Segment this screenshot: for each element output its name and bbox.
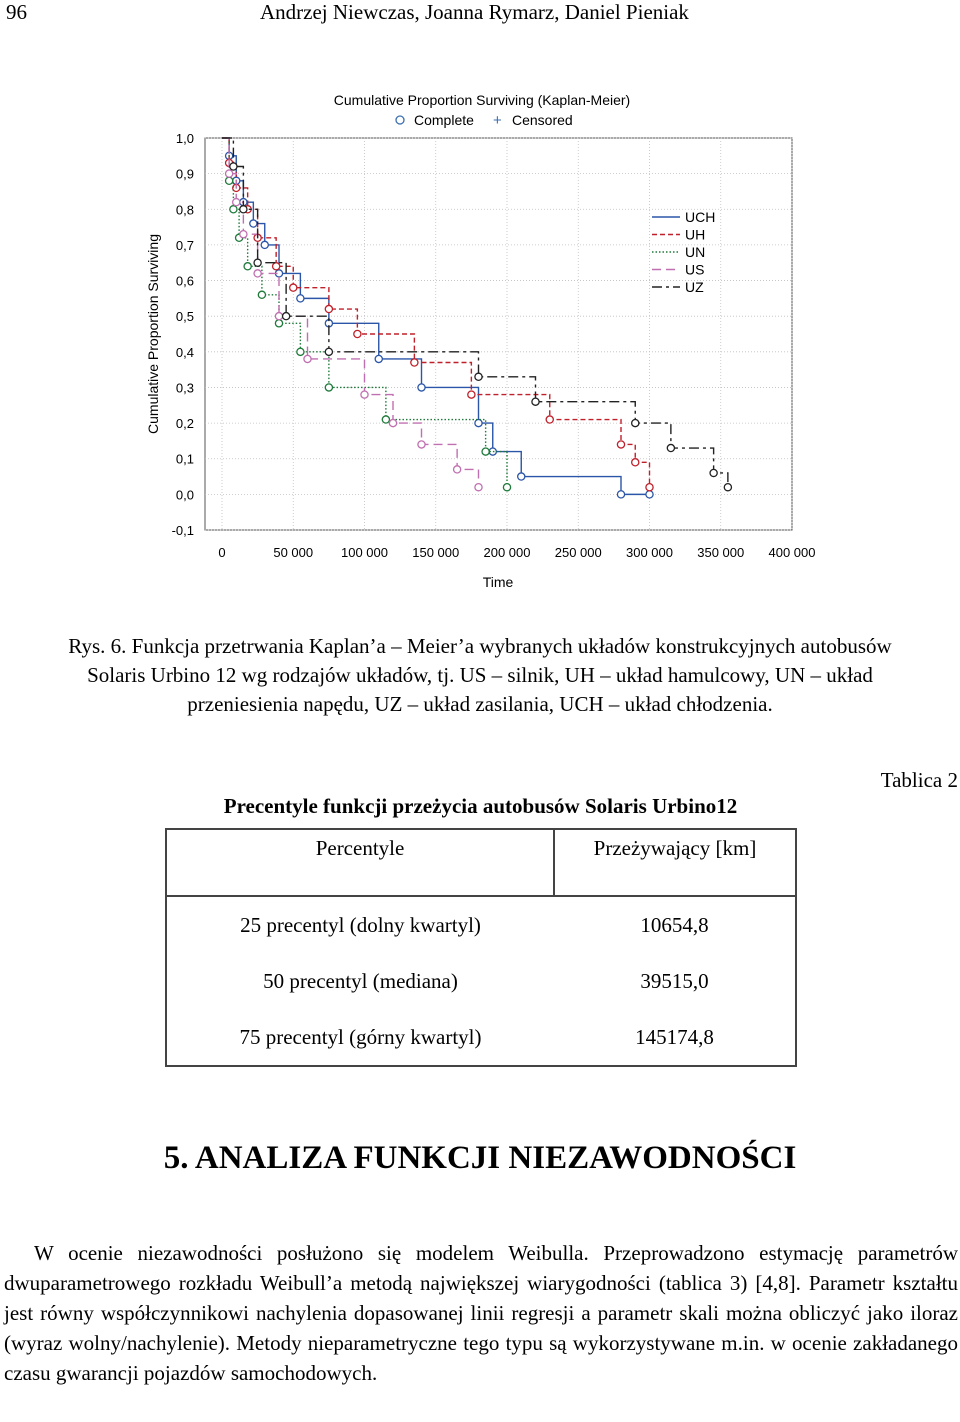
kaplan-meier-chart: [0, 80, 960, 600]
data-point: [411, 359, 418, 366]
data-point: [382, 416, 389, 423]
y-tick-label: 0,2: [175, 416, 194, 432]
data-point: [275, 313, 282, 320]
data-point: [503, 484, 510, 491]
table-cell: 50 precentyl (mediana): [263, 968, 458, 993]
data-point: [261, 241, 268, 248]
table-header-surviving: Przeżywający [km]: [554, 829, 796, 896]
x-tick-label: 250 000: [554, 545, 602, 560]
data-point: [304, 355, 311, 362]
table-label: Tablica 2: [880, 768, 958, 792]
table-header-row: [166, 829, 796, 896]
y-tick-labels: [172, 131, 194, 538]
y-tick-label: 0,8: [175, 202, 194, 218]
table-cell: 75 precentyl (górny kwartyl): [239, 1024, 482, 1049]
marker-legend-censored: Censored: [512, 112, 573, 128]
series-line: [222, 138, 479, 487]
table-cell: 25 precentyl (dolny kwartyl): [240, 912, 481, 937]
data-point: [389, 419, 396, 426]
y-tick-label: 1,0: [175, 131, 194, 146]
data-point: [482, 448, 489, 455]
data-point: [273, 263, 280, 270]
data-point: [254, 270, 261, 277]
section-paragraph: W ocenie niezawodności posłużono się modelem Weibulla. Przeprowadzono estymację parametrów dwuparametrowego rozkładu Weibull’a metodą największej wiarygodności (tablica 3) [4,8]. Parametr kształtu jest równy współczynnikowi nachylenia dopasowanej linii regresji a parametr skali można obliczyć jako iloraz (wyraz wolny/nachylenie). Metody nieparametryczne tego typu są wykorzystywane m.in. w ocenie zakładanego czasu gwarancji pojazdów samochodowych.: [4, 1241, 958, 1385]
section-heading: 5. ANALIZA FUNKCJI NIEZAWODNOŚCI: [163, 1140, 797, 1176]
table-title: Precentyle funkcji przeżycia autobusów Solaris Urbino12: [223, 794, 738, 818]
data-point: [354, 330, 361, 337]
data-point: [632, 459, 639, 466]
data-point: [244, 263, 251, 270]
legend-entry-uh: UH: [685, 226, 706, 243]
grid-lines: [205, 138, 792, 530]
x-tick-label: 200 000: [483, 545, 531, 560]
table-row: [166, 1009, 796, 1066]
data-point: [667, 444, 674, 451]
x-tick-label: 400 000: [768, 545, 816, 560]
data-point: [518, 473, 525, 480]
series-un: [222, 138, 511, 491]
data-point: [475, 484, 482, 491]
data-point: [475, 373, 482, 380]
x-tick-label: 350 000: [697, 545, 745, 560]
caption-line-3: przeniesienia napędu, UZ – układ zasilania, UCH – układ chłodzenia.: [187, 692, 773, 716]
series-line: [222, 138, 728, 487]
legend-entry-uch: UCH: [685, 209, 716, 225]
percentile-table: [165, 828, 797, 1067]
data-point: [646, 491, 653, 498]
data-point: [646, 484, 653, 491]
data-point: [325, 348, 332, 355]
x-tick-label: 150 000: [412, 545, 460, 560]
figure-caption: [0, 632, 960, 719]
data-point: [475, 419, 482, 426]
data-point: [532, 398, 539, 405]
data-point: [632, 419, 639, 426]
data-point: [418, 441, 425, 448]
series-group: [222, 138, 731, 498]
y-tick-label: 0,0: [175, 487, 194, 503]
data-point: [361, 391, 368, 398]
data-point: [230, 163, 237, 170]
data-point: [710, 469, 717, 476]
x-tick-label: 50 000: [273, 545, 314, 560]
y-tick-label: 0,6: [175, 273, 194, 289]
data-point: [250, 220, 257, 227]
y-tick-label: 0,4: [175, 344, 194, 360]
x-axis-label: Time: [482, 574, 514, 590]
data-point: [375, 355, 382, 362]
x-tick-label: 100 000: [341, 545, 388, 560]
chart-title: Cumulative Proportion Surviving (Kaplan-Meier): [333, 92, 631, 108]
data-point: [468, 391, 475, 398]
data-point: [226, 170, 233, 177]
data-point: [230, 206, 237, 213]
caption-line-2: Solaris Urbino 12 wg rodzajów układów, tj. US – silnik, UH – układ hamulcowy, UN – układ: [87, 663, 873, 687]
y-tick-label: 0,5: [175, 309, 194, 325]
data-point: [226, 177, 233, 184]
data-point: [454, 466, 461, 473]
data-point: [258, 291, 265, 298]
marker-legend-complete: Complete: [414, 112, 474, 128]
caption-line-1: Rys. 6. Funkcja przetrwania Kaplan’a – Meier’a wybranych układów konstrukcyjnych autobusów: [68, 634, 892, 658]
x-tick-label: 0: [218, 545, 226, 560]
data-point: [724, 484, 731, 491]
data-point: [240, 206, 247, 213]
series-uz: [222, 138, 731, 491]
table-row: [166, 953, 796, 1009]
table-cell: 39515,0: [640, 968, 709, 993]
legend-entry-us: US: [685, 261, 705, 278]
censored-marker-icon: +: [493, 112, 502, 129]
legend-entry-uz: UZ: [685, 279, 704, 295]
running-header-authors: Andrzej Niewczas, Joanna Rymarz, Daniel Pieniak: [260, 0, 689, 24]
data-point: [254, 259, 261, 266]
x-tick-label: 300 000: [626, 545, 673, 560]
data-point: [617, 491, 624, 498]
complete-marker-icon: [396, 116, 404, 124]
data-point: [233, 199, 240, 206]
data-point: [275, 320, 282, 327]
y-tick-label: -0,1: [171, 523, 194, 538]
table-row: [166, 896, 796, 953]
data-point: [290, 284, 297, 291]
data-point: [546, 416, 553, 423]
data-point: [325, 305, 332, 312]
data-point: [418, 384, 425, 391]
data-point: [617, 441, 624, 448]
table-cell: 10654,8: [640, 912, 709, 937]
x-tick-labels: [218, 545, 815, 560]
data-point: [325, 384, 332, 391]
table-header-percentile: Percentyle: [166, 829, 554, 896]
data-point: [297, 348, 304, 355]
legend-entry-un: UN: [685, 244, 706, 260]
section-body: [4, 1238, 958, 1388]
y-tick-label: 0,1: [175, 451, 194, 467]
marker-legend: [396, 112, 573, 129]
y-axis-label: Cumulative Proportion Surviving: [145, 234, 161, 434]
table-cell: 145174,8: [635, 1024, 714, 1049]
y-tick-label: 0,7: [175, 237, 194, 253]
data-point: [297, 295, 304, 302]
series-legend: [652, 209, 715, 295]
series-us: [222, 138, 482, 491]
y-tick-label: 0,9: [175, 166, 194, 182]
data-point: [283, 313, 290, 320]
page-number: 96: [6, 0, 27, 24]
y-tick-label: 0,3: [175, 380, 194, 396]
data-point: [240, 231, 247, 238]
